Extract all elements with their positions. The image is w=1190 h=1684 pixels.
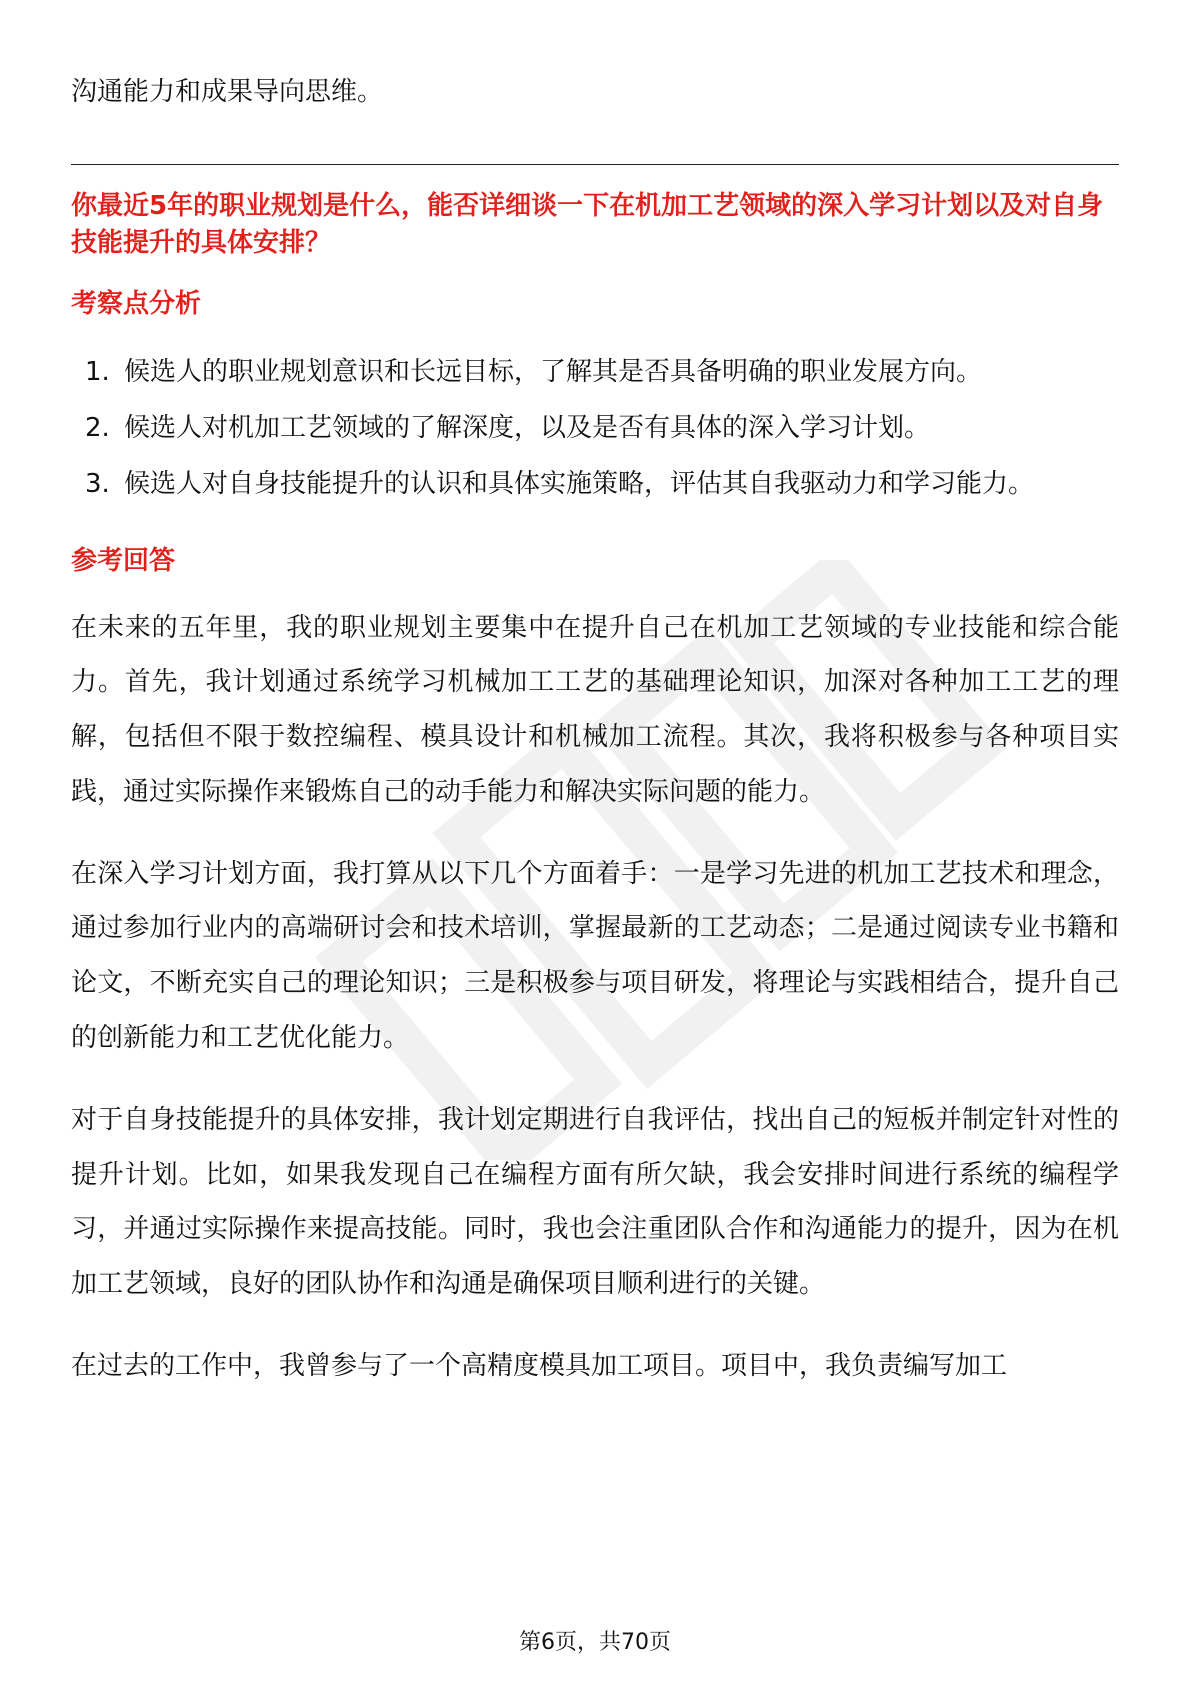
answer-paragraph: 在过去的工作中，我曾参与了一个高精度模具加工项目。项目中，我负责编写加工 (71, 1351, 1008, 1382)
analysis-item-text: 候选人的职业规划意识和长远目标，了解其是否具备明确的职业发展方向。 (124, 356, 983, 387)
analysis-item-number: 2. (85, 412, 110, 443)
analysis-item-number: 3. (85, 468, 110, 499)
analysis-item-text: 候选人对机加工艺领域的了解深度，以及是否有具体的深入学习计划。 (124, 412, 931, 443)
analysis-list (71, 344, 1119, 512)
page-number-footer: 第6页，共70页 (519, 1630, 671, 1655)
answer-heading: 参考回答 (71, 545, 176, 576)
previous-answer-continuation: 沟通能力和成果导向思维。 (71, 77, 384, 107)
analysis-item-number: 1. (85, 356, 110, 387)
section-divider (71, 164, 1119, 165)
analysis-item-text: 候选人对自身技能提升的认识和具体实施策略，评估其自我驱动力和学习能力。 (124, 468, 1035, 499)
page-content (71, 64, 1119, 1394)
analysis-heading: 考察点分析 (71, 288, 202, 319)
analysis-item (71, 344, 1119, 400)
answer-paragraph: 在深入学习计划方面，我打算从以下几个方面着手：一是学习先进的机加工艺技术和理念，通过参加行业内的高端研讨会和技术培训，掌握最新的工艺动态；二是通过阅读专业书籍和论文，不断充实自己的理论知识；三是积极参与项目研发，将理论与实践相结合，提升自己的创新能力和工艺优化能力。 (71, 858, 1119, 1054)
analysis-item (71, 400, 1119, 456)
interview-question: 你最近5年的职业规划是什么，能否详细谈一下在机加工艺领域的深入学习计划以及对自身技能提升的具体安排？ (71, 190, 1104, 258)
answer-paragraph: 在未来的五年里，我的职业规划主要集中在提升自己在机加工艺领域的专业技能和综合能力。首先，我计划通过系统学习机械加工工艺的基础理论知识，加深对各种加工工艺的理解，包括但不限于数控编程、模具设计和机械加工流程。其次，我将积极参与各种项目实践，通过实际操作来锻炼自己的动手能力和解决实际问题的能力。 (71, 612, 1119, 807)
analysis-item (71, 456, 1119, 512)
answer-paragraph: 对于自身技能提升的具体安排，我计划定期进行自我评估，找出自己的短板并制定针对性的提升计划。比如，如果我发现自己在编程方面有所欠缺，我会安排时间进行系统的编程学习，并通过实际操作来提高技能。同时，我也会注重团队合作和沟通能力的提升，因为在机加工艺领域，良好的团队协作和沟通是确保项目顺利进行的关键。 (71, 1104, 1119, 1300)
